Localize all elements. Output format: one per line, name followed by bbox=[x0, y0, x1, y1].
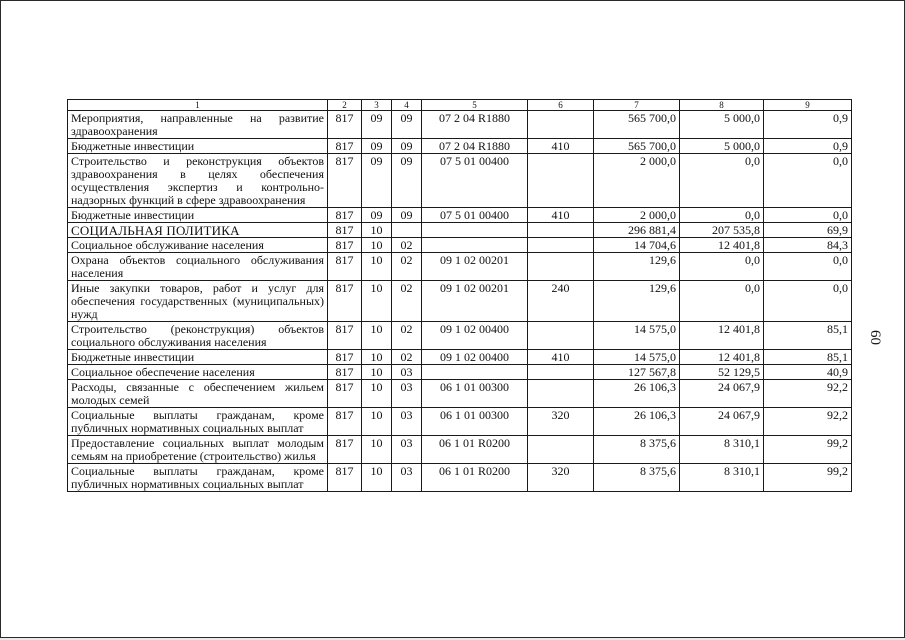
row-section: 10 bbox=[362, 223, 392, 238]
row-admin-code: 817 bbox=[328, 436, 362, 464]
row-target-article bbox=[422, 238, 528, 253]
row-actual-amount: 0,0 bbox=[680, 154, 764, 208]
table-row bbox=[68, 253, 852, 281]
table-row bbox=[68, 365, 852, 380]
row-actual-amount: 0,0 bbox=[680, 253, 764, 281]
row-subsection: 03 bbox=[392, 380, 422, 408]
row-plan-amount: 565 700,0 bbox=[594, 139, 680, 154]
row-percent: 0,9 bbox=[764, 111, 852, 139]
row-admin-code: 817 bbox=[328, 380, 362, 408]
row-target-article: 07 5 01 00400 bbox=[422, 154, 528, 208]
row-percent: 0,0 bbox=[764, 281, 852, 322]
row-name: Социальные выплаты гражданам, кроме публичных нормативных социальных выплат bbox=[68, 464, 328, 492]
row-percent: 0,0 bbox=[764, 208, 852, 223]
row-actual-amount: 12 401,8 bbox=[680, 238, 764, 253]
row-expense-type: 240 bbox=[528, 281, 594, 322]
row-target-article: 06 1 01 00300 bbox=[422, 408, 528, 436]
row-section: 10 bbox=[362, 253, 392, 281]
row-subsection: 02 bbox=[392, 238, 422, 253]
row-actual-amount: 52 129,5 bbox=[680, 365, 764, 380]
row-section: 09 bbox=[362, 111, 392, 139]
row-name: Мероприятия, направленные на развитие здравоохранения bbox=[68, 111, 328, 139]
row-target-article: 09 1 02 00201 bbox=[422, 281, 528, 322]
row-target-article: 06 1 01 R0200 bbox=[422, 464, 528, 492]
row-admin-code: 817 bbox=[328, 281, 362, 322]
row-plan-amount: 127 567,8 bbox=[594, 365, 680, 380]
row-expense-type bbox=[528, 365, 594, 380]
row-name: Социальное обслуживание населения bbox=[68, 238, 328, 253]
row-percent: 40,9 bbox=[764, 365, 852, 380]
row-plan-amount: 2 000,0 bbox=[594, 208, 680, 223]
row-target-article: 06 1 01 R0200 bbox=[422, 436, 528, 464]
row-actual-amount: 5 000,0 bbox=[680, 111, 764, 139]
row-subsection: 09 bbox=[392, 111, 422, 139]
row-section: 10 bbox=[362, 238, 392, 253]
row-target-article: 06 1 01 00300 bbox=[422, 380, 528, 408]
row-name: Бюджетные инвестиции bbox=[68, 208, 328, 223]
table-row bbox=[68, 464, 852, 492]
table-row bbox=[68, 281, 852, 322]
row-name: Социальное обеспечение населения bbox=[68, 365, 328, 380]
row-admin-code: 817 bbox=[328, 208, 362, 223]
row-expense-type: 410 bbox=[528, 139, 594, 154]
row-name: Строительство и реконструкция объектов здравоохранения в целях обеспечения осуществления экспертиз и контрольно-надзорных функций в сфере здравоохранения bbox=[68, 154, 328, 208]
row-percent: 0,0 bbox=[764, 154, 852, 208]
row-expense-type bbox=[528, 380, 594, 408]
row-percent: 92,2 bbox=[764, 380, 852, 408]
row-plan-amount: 129,6 bbox=[594, 281, 680, 322]
row-actual-amount: 207 535,8 bbox=[680, 223, 764, 238]
row-section: 09 bbox=[362, 139, 392, 154]
row-section: 10 bbox=[362, 350, 392, 365]
table-row bbox=[68, 322, 852, 350]
row-expense-type bbox=[528, 436, 594, 464]
column-header: 5 bbox=[422, 100, 528, 111]
row-name: Иные закупки товаров, работ и услуг для обеспечения государственных (муниципальных) нужд bbox=[68, 281, 328, 322]
row-expense-type bbox=[528, 253, 594, 281]
column-header: 8 bbox=[680, 100, 764, 111]
row-actual-amount: 0,0 bbox=[680, 208, 764, 223]
row-admin-code: 817 bbox=[328, 154, 362, 208]
row-name: Расходы, связанные с обеспечением жильем молодых семей bbox=[68, 380, 328, 408]
budget-table bbox=[67, 99, 852, 492]
row-subsection: 02 bbox=[392, 281, 422, 322]
row-target-article: 07 5 01 00400 bbox=[422, 208, 528, 223]
row-name: СОЦИАЛЬНАЯ ПОЛИТИКА bbox=[68, 223, 328, 238]
row-subsection: 03 bbox=[392, 464, 422, 492]
table-row bbox=[68, 154, 852, 208]
row-subsection: 02 bbox=[392, 253, 422, 281]
table-header-row bbox=[68, 100, 852, 111]
page-number: 60 bbox=[867, 330, 883, 345]
row-actual-amount: 0,0 bbox=[680, 281, 764, 322]
row-name: Социальные выплаты гражданам, кроме публичных нормативных социальных выплат bbox=[68, 408, 328, 436]
row-plan-amount: 8 375,6 bbox=[594, 436, 680, 464]
row-expense-type: 410 bbox=[528, 350, 594, 365]
row-target-article bbox=[422, 223, 528, 238]
table-row bbox=[68, 380, 852, 408]
row-admin-code: 817 bbox=[328, 408, 362, 436]
row-admin-code: 817 bbox=[328, 111, 362, 139]
row-target-article: 09 1 02 00201 bbox=[422, 253, 528, 281]
table-row bbox=[68, 139, 852, 154]
row-subsection: 03 bbox=[392, 436, 422, 464]
row-plan-amount: 565 700,0 bbox=[594, 111, 680, 139]
row-percent: 99,2 bbox=[764, 464, 852, 492]
row-expense-type bbox=[528, 223, 594, 238]
column-header: 4 bbox=[392, 100, 422, 111]
row-expense-type bbox=[528, 238, 594, 253]
row-section: 10 bbox=[362, 436, 392, 464]
row-section: 10 bbox=[362, 281, 392, 322]
table-row bbox=[68, 111, 852, 139]
row-section: 10 bbox=[362, 322, 392, 350]
row-section: 09 bbox=[362, 154, 392, 208]
row-actual-amount: 12 401,8 bbox=[680, 322, 764, 350]
row-plan-amount: 26 106,3 bbox=[594, 408, 680, 436]
row-name: Бюджетные инвестиции bbox=[68, 350, 328, 365]
table-row bbox=[68, 238, 852, 253]
row-actual-amount: 24 067,9 bbox=[680, 380, 764, 408]
row-admin-code: 817 bbox=[328, 238, 362, 253]
row-subsection: 03 bbox=[392, 365, 422, 380]
row-plan-amount: 14 704,6 bbox=[594, 238, 680, 253]
row-plan-amount: 8 375,6 bbox=[594, 464, 680, 492]
row-actual-amount: 8 310,1 bbox=[680, 436, 764, 464]
row-expense-type: 410 bbox=[528, 208, 594, 223]
row-section: 10 bbox=[362, 464, 392, 492]
column-header: 9 bbox=[764, 100, 852, 111]
table-row bbox=[68, 436, 852, 464]
row-actual-amount: 8 310,1 bbox=[680, 464, 764, 492]
row-section: 09 bbox=[362, 208, 392, 223]
row-percent: 0,9 bbox=[764, 139, 852, 154]
row-subsection: 09 bbox=[392, 208, 422, 223]
row-admin-code: 817 bbox=[328, 253, 362, 281]
row-name: Охрана объектов социального обслуживания населения bbox=[68, 253, 328, 281]
row-expense-type bbox=[528, 322, 594, 350]
row-percent: 69,9 bbox=[764, 223, 852, 238]
row-name: Предоставление социальных выплат молодым семьям на приобретение (строительство) жилья bbox=[68, 436, 328, 464]
table-row bbox=[68, 350, 852, 365]
row-subsection: 03 bbox=[392, 408, 422, 436]
row-admin-code: 817 bbox=[328, 322, 362, 350]
row-plan-amount: 2 000,0 bbox=[594, 154, 680, 208]
row-expense-type bbox=[528, 111, 594, 139]
column-header: 7 bbox=[594, 100, 680, 111]
table-row bbox=[68, 208, 852, 223]
row-name: Бюджетные инвестиции bbox=[68, 139, 328, 154]
row-actual-amount: 5 000,0 bbox=[680, 139, 764, 154]
row-actual-amount: 24 067,9 bbox=[680, 408, 764, 436]
row-percent: 85,1 bbox=[764, 322, 852, 350]
row-target-article: 09 1 02 00400 bbox=[422, 322, 528, 350]
row-section: 10 bbox=[362, 380, 392, 408]
row-section: 10 bbox=[362, 365, 392, 380]
column-header: 1 bbox=[68, 100, 328, 111]
row-target-article: 07 2 04 R1880 bbox=[422, 139, 528, 154]
row-section: 10 bbox=[362, 408, 392, 436]
row-admin-code: 817 bbox=[328, 464, 362, 492]
column-header: 3 bbox=[362, 100, 392, 111]
row-target-article: 07 2 04 R1880 bbox=[422, 111, 528, 139]
row-plan-amount: 14 575,0 bbox=[594, 322, 680, 350]
row-percent: 84,3 bbox=[764, 238, 852, 253]
row-target-article: 09 1 02 00400 bbox=[422, 350, 528, 365]
row-subsection: 02 bbox=[392, 322, 422, 350]
column-header: 6 bbox=[528, 100, 594, 111]
row-admin-code: 817 bbox=[328, 350, 362, 365]
table-body bbox=[68, 111, 852, 492]
table-row bbox=[68, 408, 852, 436]
row-percent: 85,1 bbox=[764, 350, 852, 365]
row-actual-amount: 12 401,8 bbox=[680, 350, 764, 365]
row-admin-code: 817 bbox=[328, 139, 362, 154]
row-percent: 92,2 bbox=[764, 408, 852, 436]
row-expense-type: 320 bbox=[528, 464, 594, 492]
row-expense-type bbox=[528, 154, 594, 208]
table-row bbox=[68, 223, 852, 238]
row-subsection bbox=[392, 223, 422, 238]
row-admin-code: 817 bbox=[328, 365, 362, 380]
row-plan-amount: 129,6 bbox=[594, 253, 680, 281]
column-header: 2 bbox=[328, 100, 362, 111]
row-subsection: 09 bbox=[392, 139, 422, 154]
row-plan-amount: 26 106,3 bbox=[594, 380, 680, 408]
row-admin-code: 817 bbox=[328, 223, 362, 238]
row-plan-amount: 296 881,4 bbox=[594, 223, 680, 238]
row-percent: 99,2 bbox=[764, 436, 852, 464]
row-expense-type: 320 bbox=[528, 408, 594, 436]
row-plan-amount: 14 575,0 bbox=[594, 350, 680, 365]
row-name: Строительство (реконструкция) объектов социального обслуживания населения bbox=[68, 322, 328, 350]
row-subsection: 09 bbox=[392, 154, 422, 208]
row-percent: 0,0 bbox=[764, 253, 852, 281]
row-target-article bbox=[422, 365, 528, 380]
row-subsection: 02 bbox=[392, 350, 422, 365]
